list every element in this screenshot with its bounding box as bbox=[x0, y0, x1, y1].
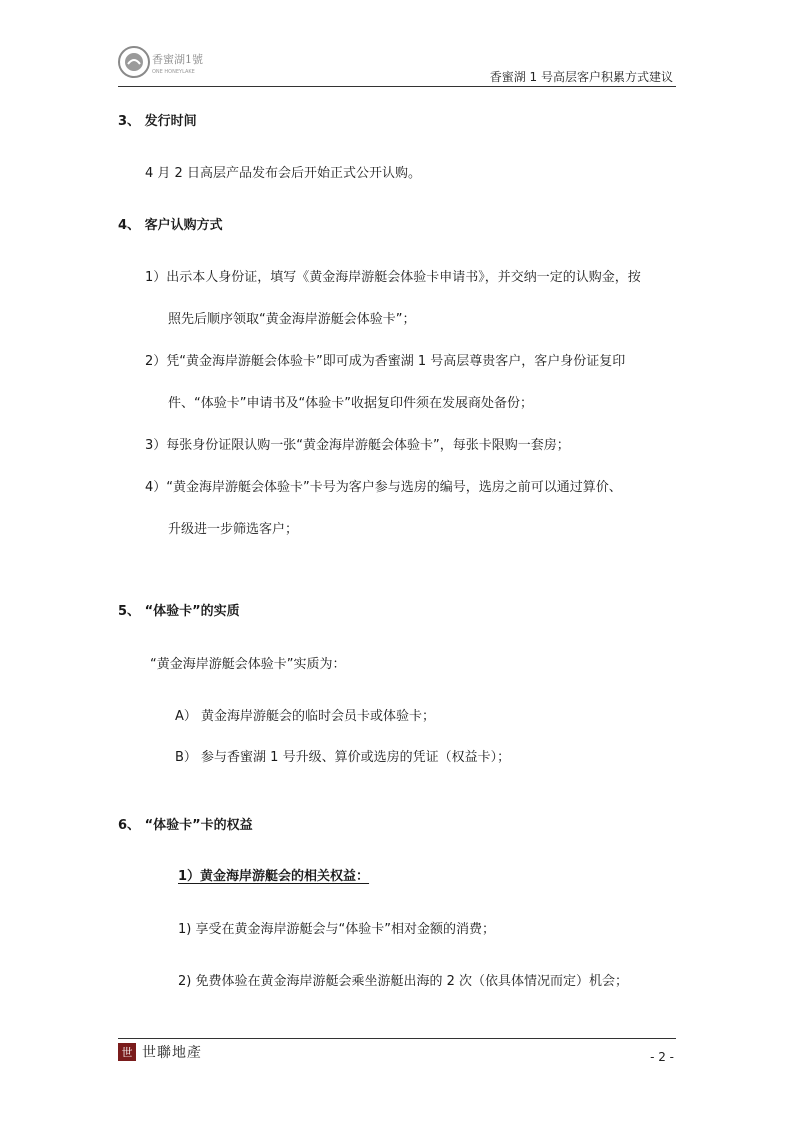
page-number: - 2 - bbox=[650, 1050, 674, 1064]
seal-icon: 世 bbox=[118, 1043, 136, 1061]
footer-divider bbox=[118, 1038, 676, 1039]
section-4-item-1-cont: 照先后顺序领取“黄金海岸游艇会体验卡”； bbox=[168, 312, 416, 327]
section-5-heading: 5、 “体验卡”的实质 bbox=[118, 604, 240, 619]
section-3-body: 4 月 2 日高层产品发布会后开始正式公开认购。 bbox=[145, 166, 421, 181]
section-5-intro: “黄金海岸游艇会体验卡”实质为： bbox=[150, 657, 346, 672]
honeylake-logo bbox=[118, 44, 210, 80]
section-5-item-b: B） 参与香蜜湖 1 号升级、算价或选房的凭证（权益卡）； bbox=[175, 750, 511, 765]
section-3-heading: 3、 发行时间 bbox=[118, 114, 197, 129]
section-6-subheading: 1）黄金海岸游艇会的相关权益： bbox=[178, 869, 370, 884]
document-title: 香蜜湖 1 号高层客户积累方式建议 bbox=[489, 70, 673, 84]
section-4-item-1: 1）出示本人身份证，填写《黄金海岸游艇会体验卡申请书》，并交纳一定的认购金，按 bbox=[145, 270, 641, 285]
section-5-item-a: A） 黄金海岸游艇会的临时会员卡或体验卡； bbox=[175, 709, 436, 724]
logo-subtext: ONE HONEYLAKE bbox=[152, 69, 195, 75]
company-logo bbox=[118, 1042, 202, 1062]
company-name: 世聯地產 bbox=[142, 1045, 202, 1061]
header-divider bbox=[118, 86, 676, 87]
section-4-item-3: 3）每张身份证限认购一张“黄金海岸游艇会体验卡”，每张卡限购一套房； bbox=[145, 438, 570, 453]
section-6-heading: 6、 “体验卡”卡的权益 bbox=[118, 818, 253, 833]
section-6-item-2: 2) 免费体验在黄金海岸游艇会乘坐游艇出海的 2 次（依具体情况而定）机会； bbox=[178, 974, 629, 989]
section-4-item-2-cont: 件、“体验卡”申请书及“体验卡”收据复印件须在发展商处备份； bbox=[168, 396, 533, 411]
section-4-item-2: 2）凭“黄金海岸游艇会体验卡”即可成为香蜜湖 1 号高层尊贵客户，客户身份证复印 bbox=[145, 354, 626, 369]
section-4-item-4-cont: 升级进一步筛选客户； bbox=[168, 522, 299, 537]
section-6-item-1: 1) 享受在黄金海岸游艇会与“体验卡”相对金额的消费； bbox=[178, 922, 495, 937]
section-4-item-4: 4）“黄金海岸游艇会体验卡”卡号为客户参与选房的编号，选房之前可以通过算价、 bbox=[145, 480, 622, 495]
logo-wordmark: 香蜜湖1號 bbox=[152, 53, 203, 66]
section-4-heading: 4、 客户认购方式 bbox=[118, 218, 223, 233]
